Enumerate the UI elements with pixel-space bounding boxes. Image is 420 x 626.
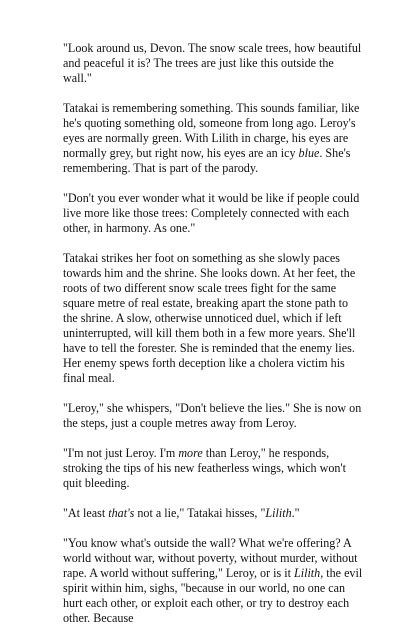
text-run: "I'm not just Leroy. I'm — [63, 446, 179, 460]
emphasis-text: that's — [108, 506, 135, 520]
text-run: Tatakai strikes her foot on something as she slowly paces towards him and the shrine. She looks down. At her feet, the roots of two different snow scale trees fight for the same square metre of real estate, breaking apart the stone path to the shrine. A slow, otherwise unnoticed duel, which if left uninterrupted, will kill them both in a few more years. She'll have to tell the forester. She is reminded that the enemy lies. Her enemy spews forth deception like a cholera victim his final meal. — [63, 251, 356, 385]
text-run: , the evil spirit within him, sighs, "because in our world, no one can hurt each other, or exploit each other, or try to destroy each other. Because — [63, 566, 363, 625]
text-run: ." — [291, 506, 300, 520]
body-paragraph — [63, 401, 363, 431]
body-paragraph — [63, 251, 363, 386]
text-run: "At least — [63, 506, 109, 520]
text-run: "Leroy," she whispers, "Don't believe the lies." She is now on the steps, just a couple metres away from Leroy. — [63, 401, 362, 430]
document-page — [63, 41, 363, 626]
text-run: "Don't you ever wonder what it would be like if people could live more like those trees: Completely connected with each other, in harmony. As one." — [63, 191, 360, 235]
text-run: Tatakai is remembering something. This sounds familiar, like he's quoting something old, someone from long ago. Leroy's eyes are normally green. With Lilith in charge, his eyes are normally grey, but right now, his eyes are an icy — [63, 101, 360, 160]
text-run: not a lie," Tatakai hisses, " — [134, 506, 266, 520]
text-run: than Leroy," he responds, stroking the tips of his new featherless wings, which won't quit bleeding. — [63, 446, 346, 490]
body-paragraph — [63, 506, 363, 521]
text-run: "Look around us, Devon. The snow scale trees, how beautiful and peaceful it is? The trees are just like this outside the wall." — [63, 41, 362, 85]
body-paragraph — [63, 101, 363, 176]
emphasis-text: Lilith — [265, 506, 292, 520]
text-run: "You know what's outside the wall? What we're offering? A world without war, without poverty, without murder, without rape. A world without suffering," Leroy, or is it — [63, 536, 358, 580]
body-paragraph — [63, 191, 363, 236]
text-run: . She's remembering. That is part of the parody. — [63, 146, 351, 175]
body-paragraph — [63, 536, 363, 626]
body-paragraph — [63, 446, 363, 491]
emphasis-text: more — [178, 446, 203, 460]
body-paragraph — [63, 41, 363, 86]
emphasis-text: blue — [298, 146, 320, 160]
emphasis-text: Lilith — [294, 566, 321, 580]
